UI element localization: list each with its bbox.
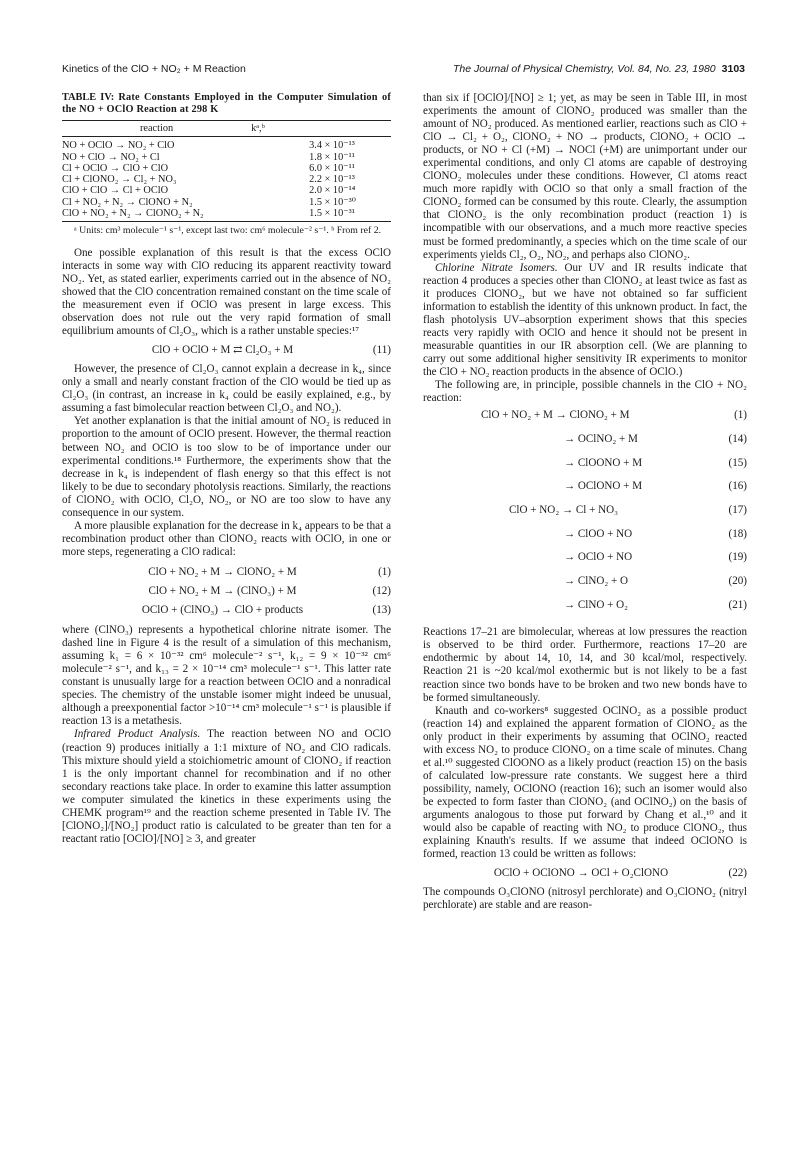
equation-number: (1) bbox=[378, 565, 391, 578]
equation-13 bbox=[62, 601, 391, 620]
table-label: TABLE IV: bbox=[62, 92, 115, 103]
equation-number: (12) bbox=[372, 585, 391, 597]
col-header-k: kᵃ,ᵇ bbox=[251, 121, 391, 137]
reaction-cell: Cl + ClONO₂ → Cl₂ + NO₃ bbox=[62, 174, 177, 186]
paragraph: Knauth and co-workers⁸ suggested OClNO₂ as a possible product (reaction 14) and explained the apparent formation of ClONO₂ as the only product in their experiments by assuming that OClNO₂ reacted with excess NO₂ to produce ClONO₂ on a time scale of minutes. Chang et al.¹⁰ suggested ClOONO as a likely product (reaction 15) on the basis of calculated low-pressure rate constants. We suggest here a third possibility, namely, OClONO (reaction 16); such an isomer would also be expected to form faster than ClONO₂ (and OClNO₂) on the basis of arguments analogous to those put forward by Chang et al.,¹⁰ and it would also be capable of reacting with NO₂ to produce ClONO₂, thus explaining Knauth's results. If we assume that indeed OClONO is formed, reaction 13 could be written as follows: bbox=[423, 704, 747, 861]
channel-row bbox=[423, 575, 747, 599]
paragraph-text: Our UV and IR results indicate that reaction 4 produces a species other than ClONO₂ at least twice as fast as it produces ClONO₂, but we have not obtained so far sufficient information to establish the identity of this unknown product. In fact, the flash photolysis UV–absorption experiment shows that this species reacts very rapidly with OClO and hence it should not be present in measurable quantities in our IR absorption cell. (We are planning to carry out some additional higher sensitivity IR experiments to monitor the ClO + NO₂ reaction products in the absence of OClO.) bbox=[423, 261, 747, 378]
table-title: Rate Constants Employed in the Computer Simulation of the NO + OClO Reaction at 298 K bbox=[62, 92, 391, 115]
running-head-journal bbox=[453, 63, 745, 75]
channel-row bbox=[423, 504, 747, 528]
equation-group bbox=[62, 559, 391, 624]
k-cell: 1.8 × 10⁻¹¹ bbox=[309, 151, 355, 163]
channel-row bbox=[423, 599, 747, 623]
equation-number: (1) bbox=[734, 409, 747, 422]
channel-expr: → OClNO₂ + M bbox=[564, 432, 638, 445]
col-header-reaction: reaction bbox=[62, 121, 251, 137]
paragraph: than six if [OClO]/[NO] ≥ 1; yet, as may be seen in Table III, in most experiments the amount of ClONO₂ produced was smaller than the amount of NO₂ produced. As mentioned earlier, reactions such as ClO + ClO → Cl₂ + O₂, ClONO₂ + NO → products, ClONO₂ + OClO → products, or NO + Cl (+M) → NOCl (+M) are unimportant under our experimental conditions, and only Cl atoms are capable of destroying ClONO₂ molecules under these conditions. However, Cl atoms react much more rapidly with OClO so that only a small fraction of the ClONO₂ formed can be consumed by this route. Clearly, the assumption that ClONO₂ is the only recombination product (reaction 1) is incompatible with our observations, and a much more reactive species must be formed predominantly, a species which on the time scale of our experiments yields Cl₂, O₂, NO₂, and perhaps also ClONO₂. bbox=[423, 92, 747, 261]
equation-number: (18) bbox=[728, 527, 747, 540]
k-cell: 2.2 × 10⁻¹³ bbox=[309, 174, 355, 186]
k-cell: 6.0 × 10⁻¹¹ bbox=[309, 162, 355, 174]
table-header-row bbox=[62, 121, 391, 137]
paragraph: One possible explanation of this result is that the excess OClO interacts in some way with ClO reducing its apparent reactivity toward NO₂. Yet, as stated earlier, experiments carried out in the absence of NO₂ showed that the ClO concentration remained constant on the time scale of the measurement even if OClO was present in large excess. This observation does not rule out the very rapid formation of small equilibrium amounts of Cl₂O₃, which is a rather unstable species:¹⁷ bbox=[62, 246, 391, 338]
channel-row bbox=[423, 457, 747, 481]
right-column bbox=[423, 92, 747, 912]
paragraph bbox=[62, 728, 391, 845]
running-head-title: Kinetics of the ClO + NO₂ + M Reaction bbox=[62, 63, 246, 75]
channel-expr: → ClOONO + M bbox=[564, 456, 643, 469]
paragraph: Reactions 17–21 are bimolecular, whereas at low pressures the reaction is observed to be third order. Furthermore, reactions 17–20 are endothermic by about 14, 10, 14, and 30 kcal/mol, respectively. Reaction 21 is ~20 kcal/mol exothermic but is not likely to be a fast reaction since two bonds have to be broken and two new bonds have to be formed simultaneously. bbox=[423, 626, 747, 704]
page-number: 3103 bbox=[721, 63, 745, 75]
equation-12 bbox=[62, 582, 391, 601]
paragraph-text: The reaction between NO and OClO (reaction 9) produces initially a 1:1 mixture of NO₂ and ClO radicals. This mixture should yield a stoichiometric amount of ClONO₂ if reaction 1 is the only important channel for recombination and if no other secondary reactions take place. In order to examine this latter assumption we computer simulated the kinetics in these experiments using the CHEMK program¹⁹ and the reaction scheme presented in Table IV. The [ClONO₂]/[NO₂] product ratio is calculated to be greater than ten for a reactant ratio [OClO]/[NO] ≥ 3, and greater bbox=[62, 728, 392, 845]
channel-expr: → ClOO + NO bbox=[564, 527, 633, 540]
equation-number: (15) bbox=[728, 456, 747, 469]
table-row bbox=[62, 185, 391, 196]
table-row bbox=[62, 208, 391, 222]
k-cell: 1.5 × 10⁻³⁰ bbox=[309, 196, 356, 208]
paragraph: The following are, in principle, possible channels in the ClO + NO₂ reaction: bbox=[423, 379, 747, 405]
k-cell: 2.0 × 10⁻¹⁴ bbox=[309, 185, 356, 197]
equation-number: (19) bbox=[728, 551, 747, 564]
equation-expr: OClO + (ClNO₃) → ClO + products bbox=[141, 604, 304, 617]
table-row bbox=[62, 163, 391, 174]
table-row bbox=[62, 137, 391, 152]
equation-expr: ClO + OClO + M ⇄ Cl₂O₃ + M bbox=[151, 344, 294, 357]
channel-list bbox=[423, 405, 747, 626]
channel-expr: ClO + NO₂ → Cl + NO₃ bbox=[509, 503, 619, 516]
paragraph: However, the presence of Cl₂O₃ cannot explain a decrease in k₄, since only a small and nearly constant fraction of the ClO would be tied up as Cl₂O₃ (in contrast, an increase in k₄ could be easily explained, e.g., by assuming a fast bimolecular reaction between Cl₂O₃ and NO₂). bbox=[62, 363, 391, 415]
channel-expr: → OClO + NO bbox=[564, 551, 633, 564]
equation-11 bbox=[62, 338, 391, 363]
equation-expr: OClO + OClONO → OCl + O₂ClONO bbox=[493, 867, 669, 880]
equation-22 bbox=[423, 861, 747, 886]
channel-expr: → OClONO + M bbox=[564, 480, 643, 493]
section-heading: Infrared Product Analysis. bbox=[74, 728, 201, 741]
reaction-cell: Cl + OClO → ClO + ClO bbox=[62, 162, 169, 174]
paragraph bbox=[423, 262, 747, 379]
equation-number: (20) bbox=[728, 574, 747, 587]
channel-row bbox=[423, 433, 747, 457]
paragraph: The compounds O₃ClONO (nitrosyl perchlorate) and O₃ClONO₂ (nitryl perchlorate) are stable and are reason- bbox=[423, 886, 747, 912]
reaction-cell: NO + ClO → NO₂ + Cl bbox=[62, 151, 160, 163]
journal-citation: The Journal of Physical Chemistry, Vol. 84, No. 23, 1980 bbox=[453, 63, 716, 75]
paragraph: where (ClNO₃) represents a hypothetical chlorine nitrate isomer. The dashed line in Figure 4 is the result of a simulation of this mechanism, assuming k₁ = 6 × 10⁻³² cm⁶ molecule⁻² s⁻¹, k₁₂ = 9 × 10⁻³² cm⁶ molecule⁻² s⁻¹, and k₁₃ = 2 × 10⁻¹⁴ cm³ molecule⁻¹ s⁻¹. This latter rate constant is unusually large for a reaction between OClO and a nonradical species. The chemistry of the unstable isomer might indeed be unusual, although a preexponential factor >10⁻¹⁴ cm³ molecule⁻¹ s⁻¹ is plausible if reaction 13 is a metathesis. bbox=[62, 624, 391, 728]
reaction-cell: ClO + ClO → Cl + OClO bbox=[62, 185, 169, 197]
channel-row bbox=[423, 528, 747, 552]
k-cell: 1.5 × 10⁻³¹ bbox=[251, 208, 391, 222]
equation-expr: ClO + NO₂ + M → (ClNO₃) + M bbox=[148, 585, 297, 597]
equation-1 bbox=[62, 563, 391, 582]
equation-number: (16) bbox=[728, 480, 747, 493]
equation-number: (14) bbox=[728, 432, 747, 445]
equation-number: (13) bbox=[372, 604, 391, 617]
left-column bbox=[62, 92, 391, 846]
reaction-cell: NO + OClO → NO₂ + ClO bbox=[62, 140, 175, 152]
table-row bbox=[62, 174, 391, 185]
section-heading: Chlorine Nitrate Isomers. bbox=[435, 261, 558, 274]
table-caption bbox=[62, 92, 391, 116]
paragraph: A more plausible explanation for the decrease in k₄ appears to be that a recombination product other than ClONO₂ reacts with OClO, in one or more steps, regenerating a ClO radical: bbox=[62, 519, 391, 558]
equation-number: (11) bbox=[372, 344, 391, 357]
channel-row bbox=[423, 409, 747, 433]
k-cell: 3.4 × 10⁻¹³ bbox=[309, 140, 355, 152]
channel-row bbox=[423, 551, 747, 575]
reaction-cell: ClO + NO₂ + N₂ → ClONO₂ + N₂ bbox=[62, 208, 251, 222]
equation-number: (17) bbox=[728, 503, 747, 516]
paragraph: Yet another explanation is that the initial amount of NO₂ is reduced in proportion to the amount of OClO present. However, the thermal reaction between NO₂ and OClO is too slow to be of importance under our experimental conditions.¹⁸ Furthermore, the experiments show that the decrease in k₄ is independent of flash energy so that this effect is not likely to be due to secondary photolysis reactions. Similarly, the reactions of ClONO₂ with OClO, Cl₂O, NO₂, or NO are too slow to have any consequence in our system. bbox=[62, 415, 391, 519]
table-row bbox=[62, 152, 391, 163]
equation-number: (21) bbox=[728, 598, 747, 611]
channel-row bbox=[423, 480, 747, 504]
equation-expr: ClO + NO₂ + M → ClONO₂ + M bbox=[148, 565, 297, 578]
channel-expr: → ClNO + O₂ bbox=[564, 598, 629, 611]
channel-expr: → ClNO₂ + O bbox=[564, 574, 629, 587]
channel-expr: ClO + NO₂ + M → ClONO₂ + M bbox=[481, 409, 630, 422]
table-footnote: ᵃ Units: cm³ molecule⁻¹ s⁻¹, except last two: cm⁶ molecule⁻² s⁻¹. ᵇ From ref 2. bbox=[74, 225, 382, 237]
reaction-cell: Cl + NO₂ + N₂ → ClONO + N₂ bbox=[62, 196, 193, 208]
table-row bbox=[62, 197, 391, 208]
rate-constant-table bbox=[62, 120, 391, 222]
equation-number: (22) bbox=[728, 867, 747, 880]
